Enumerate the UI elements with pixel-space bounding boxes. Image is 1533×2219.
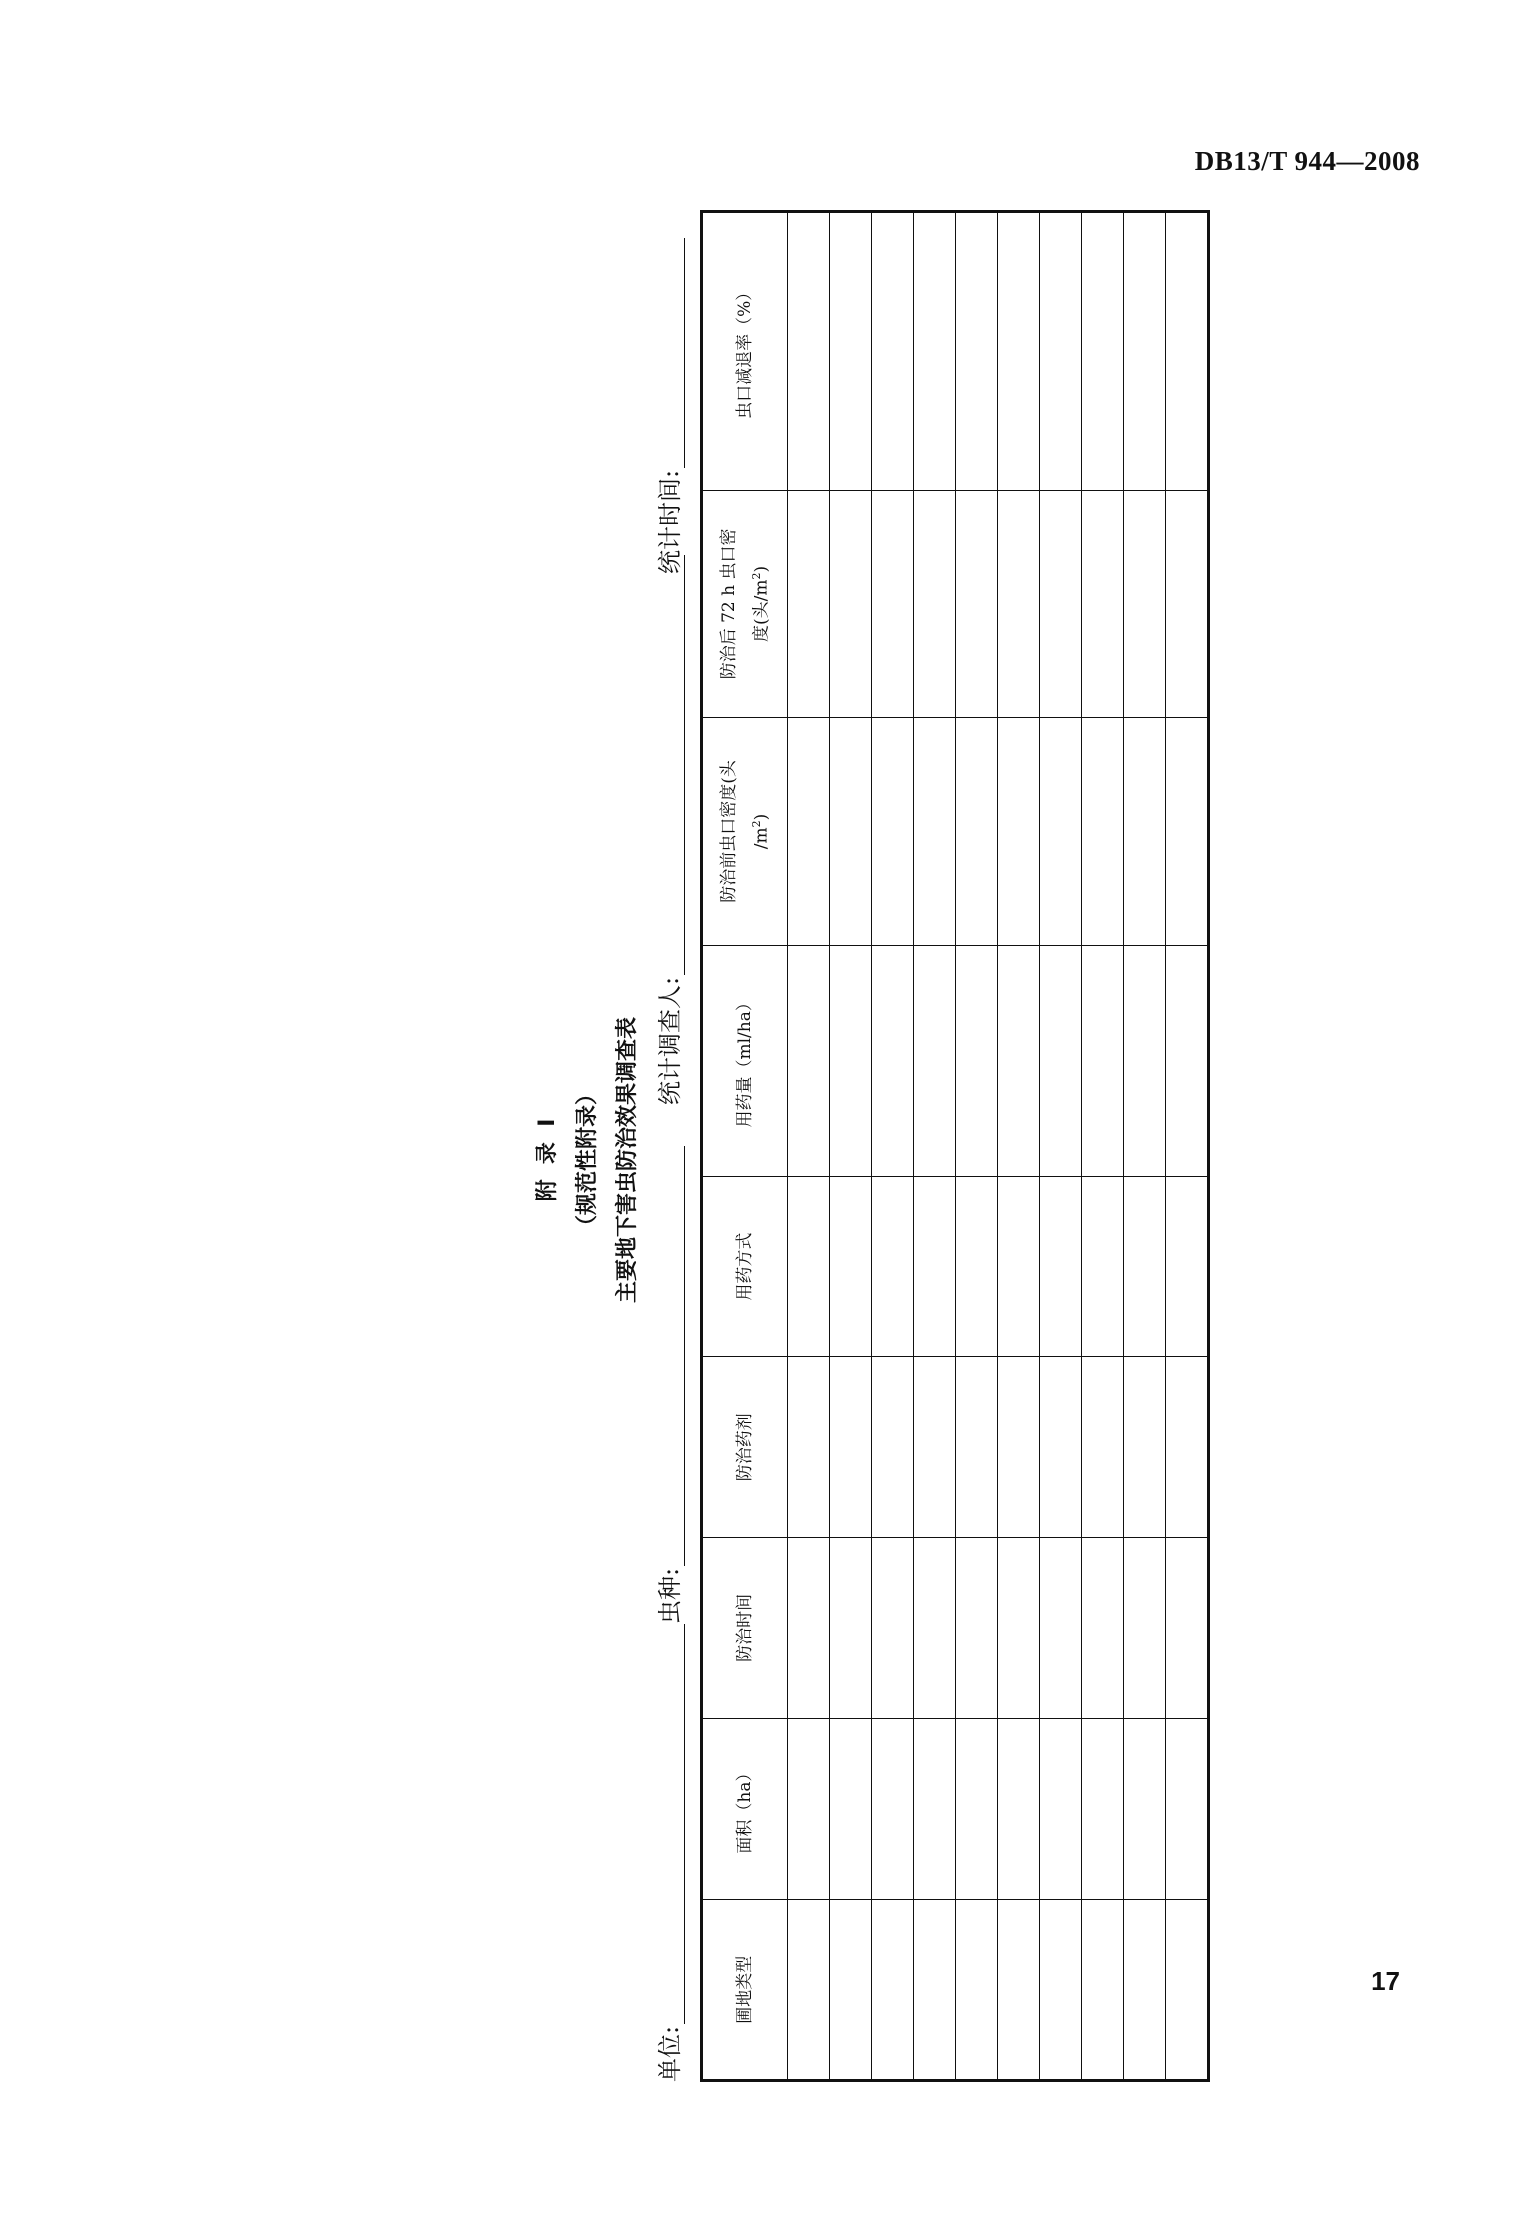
table-cell[interactable] xyxy=(1124,1718,1166,1900)
table-cell[interactable] xyxy=(998,1538,1040,1719)
table-cell[interactable] xyxy=(830,1357,872,1538)
table-cell[interactable] xyxy=(1166,1538,1209,1719)
pest-blank[interactable] xyxy=(658,1146,685,1566)
table-cell[interactable] xyxy=(830,1176,872,1357)
table-cell[interactable] xyxy=(1040,718,1082,946)
table-cell[interactable] xyxy=(998,1176,1040,1357)
appendix-subtitle: （规范性附录） xyxy=(575,1083,600,1238)
table-cell[interactable] xyxy=(998,1900,1040,2081)
col-header-dosage: 用药量（ml/ha） xyxy=(702,945,788,1176)
pest-label: 虫种: xyxy=(656,1567,684,1624)
table-row xyxy=(1082,212,1124,2081)
table-cell[interactable] xyxy=(1040,1718,1082,1900)
time-field[interactable] xyxy=(650,238,685,574)
table-cell[interactable] xyxy=(872,1900,914,2081)
table-cell[interactable] xyxy=(872,490,914,717)
table-cell[interactable] xyxy=(872,945,914,1176)
table-cell[interactable] xyxy=(788,490,830,717)
table-cell[interactable] xyxy=(788,1176,830,1357)
table-cell[interactable] xyxy=(872,1357,914,1538)
table-cell[interactable] xyxy=(1040,212,1082,491)
unit-field[interactable] xyxy=(650,1624,685,2082)
table-cell[interactable] xyxy=(830,718,872,946)
form-info-line xyxy=(650,210,690,2110)
table-cell[interactable] xyxy=(914,1718,956,1900)
table-cell[interactable] xyxy=(1082,1900,1124,2081)
table-cell[interactable] xyxy=(830,490,872,717)
table-cell[interactable] xyxy=(914,718,956,946)
table-cell[interactable] xyxy=(1166,212,1209,491)
table-cell[interactable] xyxy=(788,212,830,491)
table-cell[interactable] xyxy=(914,945,956,1176)
table-cell[interactable] xyxy=(788,1357,830,1538)
investigator-label: 统计调查人: xyxy=(656,976,684,1105)
table-cell[interactable] xyxy=(1166,1900,1209,2081)
table-cell[interactable] xyxy=(1124,490,1166,717)
table-cell[interactable] xyxy=(1082,212,1124,491)
table-cell[interactable] xyxy=(1166,1718,1209,1900)
table-cell[interactable] xyxy=(914,1357,956,1538)
col-header-area: 面积（ha） xyxy=(702,1718,788,1900)
standard-code: DB13/T 944—2008 xyxy=(1194,146,1420,176)
table-header-row xyxy=(702,212,788,2081)
table-body xyxy=(788,212,1209,2081)
table-cell[interactable] xyxy=(1124,1176,1166,1357)
table-cell[interactable] xyxy=(1040,1357,1082,1538)
table-cell[interactable] xyxy=(998,1718,1040,1900)
table-cell[interactable] xyxy=(872,1718,914,1900)
pest-field[interactable] xyxy=(650,1146,685,1624)
table-cell[interactable] xyxy=(830,1900,872,2081)
table-cell[interactable] xyxy=(998,212,1040,491)
rotated-appendix-content xyxy=(528,210,1088,2110)
table-cell[interactable] xyxy=(914,1900,956,2081)
appendix-titles xyxy=(528,210,648,2110)
table-row xyxy=(998,212,1040,2081)
table-cell[interactable] xyxy=(914,212,956,491)
table-cell[interactable] xyxy=(956,945,998,1176)
table-cell[interactable] xyxy=(1166,490,1209,717)
col-header-pesticide: 防治药剂 xyxy=(702,1357,788,1538)
table-cell[interactable] xyxy=(830,1718,872,1900)
table-cell[interactable] xyxy=(998,718,1040,946)
table-cell[interactable] xyxy=(1124,945,1166,1176)
table-row xyxy=(1124,212,1166,2081)
table-cell[interactable] xyxy=(872,1538,914,1719)
table-row xyxy=(914,212,956,2081)
table-cell[interactable] xyxy=(1082,1357,1124,1538)
survey-table xyxy=(700,210,1210,2082)
table-cell[interactable] xyxy=(830,945,872,1176)
table-cell[interactable] xyxy=(956,1900,998,2081)
table-cell[interactable] xyxy=(1124,212,1166,491)
table-cell[interactable] xyxy=(1040,945,1082,1176)
table-cell[interactable] xyxy=(914,1538,956,1719)
time-label: 统计时间: xyxy=(656,469,684,574)
table-cell[interactable] xyxy=(788,718,830,946)
page-number: 17 xyxy=(1371,1966,1400,1996)
table-cell[interactable] xyxy=(956,1176,998,1357)
table-cell[interactable] xyxy=(788,1900,830,2081)
table-row xyxy=(1166,212,1209,2081)
table-cell[interactable] xyxy=(1040,490,1082,717)
investigator-blank[interactable] xyxy=(658,555,685,975)
table-cell[interactable] xyxy=(956,212,998,491)
table-cell[interactable] xyxy=(956,1538,998,1719)
table-cell[interactable] xyxy=(956,1718,998,1900)
table-cell[interactable] xyxy=(1166,1357,1209,1538)
table-title: 主要地下害虫防治效果调查表 xyxy=(615,1017,640,1304)
table-cell[interactable] xyxy=(1082,490,1124,717)
table-cell[interactable] xyxy=(1124,1900,1166,2081)
appendix-title: 附 录 Ⅰ xyxy=(535,1118,560,1202)
table-cell[interactable] xyxy=(872,718,914,946)
table-cell[interactable] xyxy=(1166,1176,1209,1357)
unit-blank[interactable] xyxy=(658,1624,685,2024)
table-cell[interactable] xyxy=(872,212,914,491)
col-header-density-after xyxy=(702,490,788,717)
table-cell[interactable] xyxy=(830,212,872,491)
table-cell[interactable] xyxy=(1124,1538,1166,1719)
table-cell[interactable] xyxy=(998,490,1040,717)
table-cell[interactable] xyxy=(1082,1718,1124,1900)
table-cell[interactable] xyxy=(998,945,1040,1176)
table-cell[interactable] xyxy=(1082,945,1124,1176)
col-header-application-method: 用药方式 xyxy=(702,1176,788,1357)
table-cell[interactable] xyxy=(914,1176,956,1357)
table-cell[interactable] xyxy=(788,1718,830,1900)
col-header-plot-type: 圃地类型 xyxy=(702,1900,788,2081)
col-header-density-before xyxy=(702,718,788,946)
table-cell[interactable] xyxy=(956,1357,998,1538)
table-cell[interactable] xyxy=(1040,1900,1082,2081)
table-cell[interactable] xyxy=(956,490,998,717)
table-cell[interactable] xyxy=(1040,1538,1082,1719)
table-cell[interactable] xyxy=(956,718,998,946)
density-after-line1: 防治后 72 h 虫口密 xyxy=(718,528,739,680)
investigator-field[interactable] xyxy=(650,555,685,1105)
table-cell[interactable] xyxy=(1166,945,1209,1176)
table-cell[interactable] xyxy=(1124,718,1166,946)
table-row xyxy=(788,212,830,2081)
table-row xyxy=(956,212,998,2081)
table-row xyxy=(830,212,872,2081)
density-before-line2: $/m^2$) xyxy=(749,813,772,850)
table-row xyxy=(1040,212,1082,2081)
table-cell[interactable] xyxy=(872,1176,914,1357)
table-cell[interactable] xyxy=(1040,1176,1082,1357)
table-cell[interactable] xyxy=(788,945,830,1176)
time-blank[interactable] xyxy=(658,238,685,468)
col-header-control-time: 防治时间 xyxy=(702,1538,788,1719)
table-cell[interactable] xyxy=(1124,1357,1166,1538)
table-cell[interactable] xyxy=(788,1538,830,1719)
col-header-reduction-rate: 虫口减退率（%） xyxy=(702,212,788,491)
table-cell[interactable] xyxy=(914,490,956,717)
table-cell[interactable] xyxy=(1082,1538,1124,1719)
density-before-line1: 防治前虫口密度(头 xyxy=(718,760,739,903)
table-cell[interactable] xyxy=(1082,718,1124,946)
table-row xyxy=(872,212,914,2081)
table-cell[interactable] xyxy=(1166,718,1209,946)
table-cell[interactable] xyxy=(998,1357,1040,1538)
table-cell[interactable] xyxy=(1082,1176,1124,1357)
unit-label: 单位: xyxy=(656,2025,684,2082)
density-after-line2: 度(头$/m^2$) xyxy=(749,565,772,642)
table-cell[interactable] xyxy=(830,1538,872,1719)
